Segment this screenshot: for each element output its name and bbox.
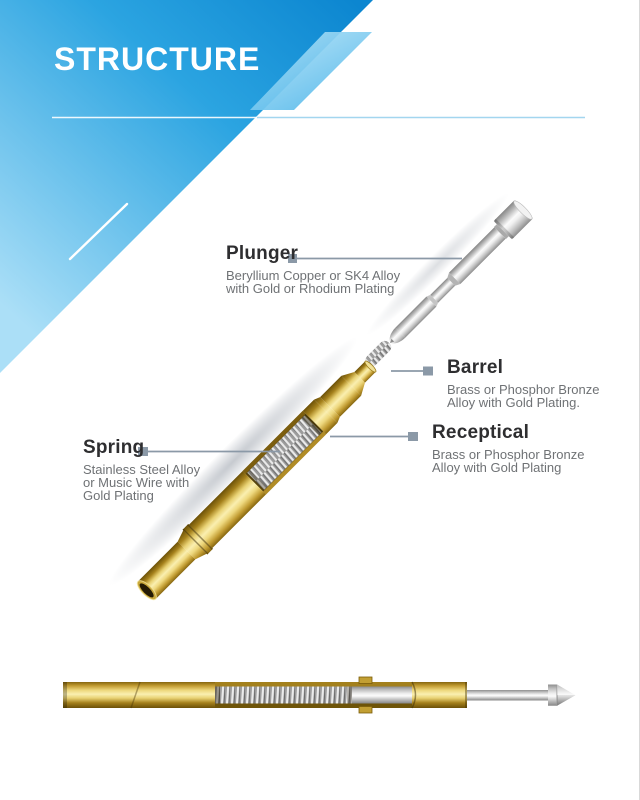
page-title: STRUCTURE <box>54 41 261 77</box>
spring-description: Stainless Steel Alloy or Music Wire with Gold Plating <box>83 462 201 504</box>
barrel-square-icon <box>423 367 433 376</box>
assembled-spring <box>215 687 352 704</box>
plunger-label: Plunger <box>226 243 299 264</box>
barrel-label-block <box>447 357 599 409</box>
receptical-label: Receptical <box>432 422 530 443</box>
barrel-description: Brass or Phosphor Bronze Alloy with Gold Plating. <box>447 382 600 411</box>
plunger-part <box>381 199 535 353</box>
receptical-label-block <box>432 422 584 474</box>
spring-label-block <box>83 437 200 503</box>
barrel-label: Barrel <box>447 357 504 378</box>
pogo-pin-assembled-view <box>63 677 576 713</box>
plunger-label-block <box>226 243 400 295</box>
receptical-description: Brass or Phosphor Bronze Alloy with Gold Plating <box>432 447 585 476</box>
receptical-square-icon <box>408 432 418 441</box>
spring-label: Spring <box>83 437 145 458</box>
plunger-description: Beryllium Copper or SK4 Alloy with Gold or Rhodium Plating <box>226 268 401 297</box>
